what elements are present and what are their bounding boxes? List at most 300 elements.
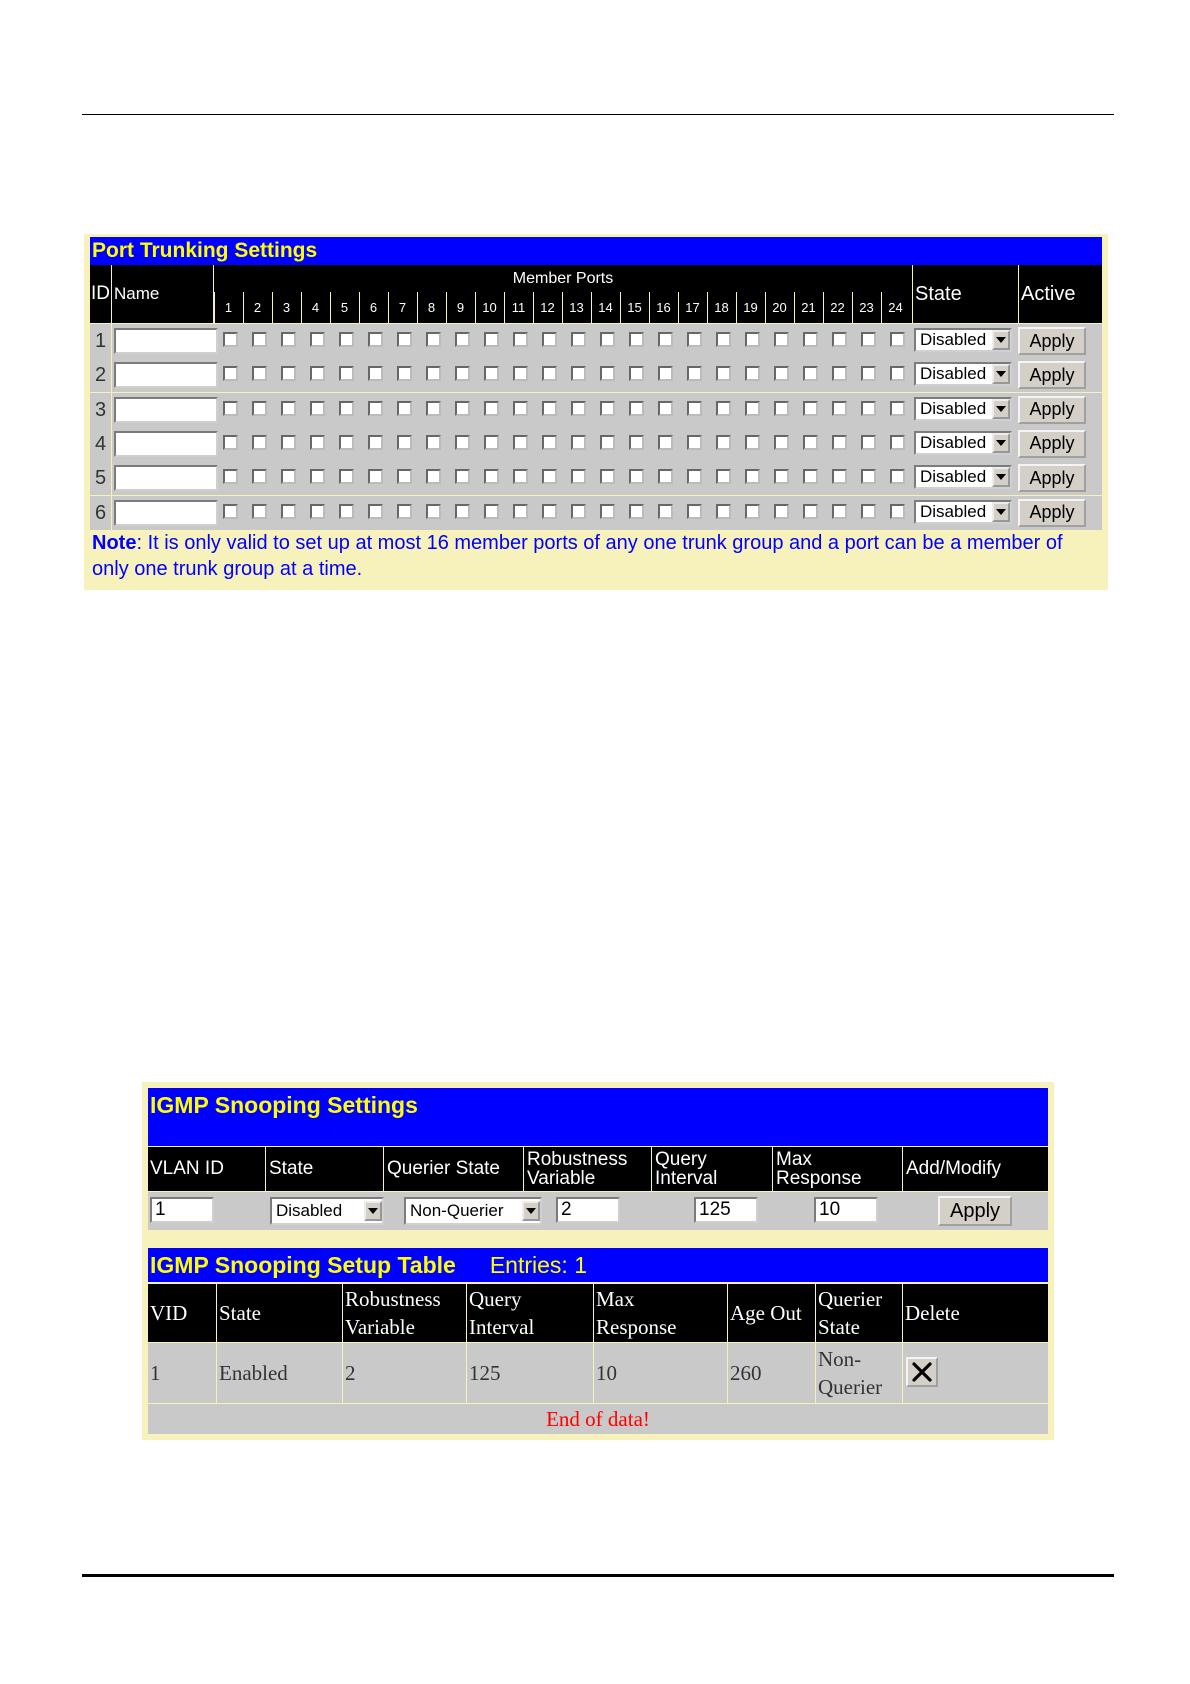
member-port-checkbox[interactable] bbox=[745, 435, 760, 450]
trunk-row bbox=[90, 358, 1102, 392]
member-port-checkbox[interactable] bbox=[774, 401, 789, 416]
member-port-checkbox[interactable] bbox=[310, 401, 325, 416]
table-header-query-line2: Interval bbox=[469, 1315, 535, 1339]
trunk-row-body bbox=[112, 358, 1102, 392]
port-number-header: 7 bbox=[388, 292, 416, 323]
note-text: : It is only valid to set up at most 16 member ports of any one trunk group and a port can be a member of only one trunk group at a time. bbox=[92, 532, 1063, 580]
member-port-checkbox[interactable] bbox=[600, 332, 615, 347]
trunk-row-body bbox=[112, 393, 1102, 427]
member-port-checkbox[interactable] bbox=[861, 469, 876, 484]
member-port-checkbox[interactable] bbox=[513, 366, 528, 381]
cell-vid-text: 1 bbox=[150, 1361, 161, 1385]
member-port-checkbox[interactable] bbox=[600, 401, 615, 416]
port-number-header: 23 bbox=[852, 292, 880, 323]
member-port-checkbox[interactable] bbox=[716, 332, 731, 347]
member-port-checkbox[interactable] bbox=[658, 366, 673, 381]
port-number-header: 12 bbox=[533, 292, 561, 323]
header-querier-state-text: Querier State bbox=[387, 1158, 500, 1179]
trunk-row-id: 6 bbox=[90, 496, 111, 530]
igmp-panel bbox=[142, 1082, 1054, 1440]
member-port-checkbox[interactable] bbox=[513, 401, 528, 416]
member-port-checkbox[interactable] bbox=[252, 332, 267, 347]
member-port-checkbox[interactable] bbox=[629, 332, 644, 347]
igmp-table-title-text: IGMP Snooping Setup Table bbox=[150, 1252, 456, 1278]
trunk-row-id: 2 bbox=[90, 358, 111, 392]
member-port-checkbox[interactable] bbox=[629, 435, 644, 450]
member-port-checkbox[interactable] bbox=[484, 366, 499, 381]
member-port-checkbox[interactable] bbox=[281, 504, 296, 519]
header-max-line1: Max bbox=[776, 1149, 812, 1170]
chevron-down-icon bbox=[992, 502, 1010, 522]
member-port-checkbox[interactable] bbox=[513, 435, 528, 450]
trunk-name-input[interactable] bbox=[114, 500, 218, 526]
member-port-checkbox[interactable] bbox=[774, 469, 789, 484]
member-port-checkbox[interactable] bbox=[571, 504, 586, 519]
member-port-checkbox[interactable] bbox=[223, 469, 238, 484]
member-port-checkbox[interactable] bbox=[803, 401, 818, 416]
cell-max-response-text: 10 bbox=[596, 1361, 617, 1385]
member-port-checkbox[interactable] bbox=[397, 435, 412, 450]
port-number-header: 2 bbox=[243, 292, 271, 323]
member-port-checkbox[interactable] bbox=[571, 401, 586, 416]
member-port-checkbox[interactable] bbox=[310, 504, 325, 519]
trunk-state-select[interactable] bbox=[914, 328, 1012, 352]
member-port-checkbox[interactable] bbox=[426, 469, 441, 484]
table-header-query-interval bbox=[467, 1284, 593, 1342]
trunk-row bbox=[90, 461, 1102, 495]
member-port-checkbox[interactable] bbox=[890, 332, 905, 347]
member-port-checkbox[interactable] bbox=[455, 469, 470, 484]
member-port-checkbox[interactable] bbox=[658, 332, 673, 347]
note-label: Note bbox=[92, 532, 137, 554]
trunk-name-input[interactable] bbox=[114, 328, 218, 354]
cell-age-out bbox=[728, 1343, 815, 1403]
header-vlan-id-text: VLAN ID bbox=[150, 1158, 224, 1179]
cell-querier-line2: Querier bbox=[818, 1375, 883, 1399]
member-port-checkbox[interactable] bbox=[716, 366, 731, 381]
member-port-checkbox[interactable] bbox=[223, 332, 238, 347]
port-number-header: 1 bbox=[214, 292, 242, 323]
igmp-apply-button[interactable]: Apply bbox=[938, 1196, 1012, 1226]
member-port-checkbox[interactable] bbox=[281, 366, 296, 381]
member-port-checkbox[interactable] bbox=[629, 469, 644, 484]
bottom-rule bbox=[82, 1574, 1114, 1577]
member-port-checkbox[interactable] bbox=[397, 469, 412, 484]
member-port-checkbox[interactable] bbox=[716, 504, 731, 519]
table-header-querier-line2: State bbox=[818, 1315, 860, 1339]
member-port-checkbox[interactable] bbox=[687, 435, 702, 450]
port-number-header: 3 bbox=[272, 292, 300, 323]
header-state: State bbox=[913, 265, 1018, 323]
table-header-vid bbox=[148, 1284, 216, 1342]
member-port-checkbox[interactable] bbox=[281, 401, 296, 416]
trunk-row-body bbox=[112, 427, 1102, 461]
member-port-checkbox[interactable] bbox=[368, 504, 383, 519]
table-header-robustness bbox=[343, 1284, 466, 1342]
member-port-checkbox[interactable] bbox=[455, 435, 470, 450]
member-port-checkbox[interactable] bbox=[513, 504, 528, 519]
trunk-row bbox=[90, 324, 1102, 358]
port-number-header: 15 bbox=[620, 292, 648, 323]
member-port-checkbox[interactable] bbox=[426, 366, 441, 381]
query-interval-input[interactable]: 125 bbox=[694, 1197, 758, 1223]
member-port-checkbox[interactable] bbox=[687, 401, 702, 416]
trunk-state-select[interactable] bbox=[914, 397, 1012, 421]
igmp-table-title bbox=[148, 1248, 1048, 1282]
header-member-ports bbox=[214, 265, 912, 323]
table-header-querier-line1: Querier bbox=[818, 1287, 883, 1311]
member-port-checkbox[interactable] bbox=[339, 504, 354, 519]
trunk-name-input[interactable] bbox=[114, 465, 218, 491]
member-port-checkbox[interactable] bbox=[368, 435, 383, 450]
member-port-checkbox[interactable] bbox=[629, 366, 644, 381]
member-port-checkbox[interactable] bbox=[861, 332, 876, 347]
port-number-header: 14 bbox=[591, 292, 619, 323]
member-port-checkbox[interactable] bbox=[745, 401, 760, 416]
trunk-state-value: Disabled bbox=[920, 330, 987, 349]
member-port-checkbox[interactable] bbox=[861, 435, 876, 450]
trunk-row-body bbox=[112, 461, 1102, 495]
trunk-state-value: Disabled bbox=[920, 501, 987, 521]
header-query-interval bbox=[652, 1147, 772, 1191]
member-port-checkbox[interactable] bbox=[890, 401, 905, 416]
table-header-query-line1: Query bbox=[469, 1287, 522, 1311]
trunk-row bbox=[90, 496, 1102, 530]
trunk-state-value: Disabled bbox=[920, 398, 987, 418]
member-port-checkbox[interactable] bbox=[774, 366, 789, 381]
port-number-header: 20 bbox=[765, 292, 793, 323]
member-port-checkbox[interactable] bbox=[339, 469, 354, 484]
member-port-checkbox[interactable] bbox=[716, 401, 731, 416]
member-port-checkbox[interactable] bbox=[252, 469, 267, 484]
member-port-checkbox[interactable] bbox=[252, 401, 267, 416]
member-port-checkbox[interactable] bbox=[890, 435, 905, 450]
port-number-header: 5 bbox=[330, 292, 358, 323]
member-port-checkbox[interactable] bbox=[803, 332, 818, 347]
member-port-checkbox[interactable] bbox=[426, 435, 441, 450]
header-max-response bbox=[773, 1147, 902, 1191]
member-port-checkbox[interactable] bbox=[803, 366, 818, 381]
member-port-checkbox[interactable] bbox=[368, 401, 383, 416]
member-port-checkbox[interactable] bbox=[745, 504, 760, 519]
member-port-checkbox[interactable] bbox=[484, 332, 499, 347]
cell-state bbox=[217, 1343, 342, 1403]
member-port-checkbox[interactable] bbox=[600, 366, 615, 381]
header-vlan-id bbox=[148, 1147, 265, 1191]
cell-querier-line1: Non- bbox=[818, 1347, 862, 1371]
table-header-delete-text: Delete bbox=[905, 1301, 960, 1325]
member-port-checkbox[interactable] bbox=[223, 435, 238, 450]
member-port-checkbox[interactable] bbox=[658, 435, 673, 450]
trunk-state-select[interactable] bbox=[914, 465, 1012, 489]
chevron-down-icon bbox=[992, 399, 1010, 419]
port-number-header: 9 bbox=[446, 292, 474, 323]
member-port-checkbox[interactable] bbox=[484, 504, 499, 519]
cell-state-text: Enabled bbox=[219, 1361, 288, 1385]
member-port-checkbox[interactable] bbox=[832, 366, 847, 381]
member-port-checkbox[interactable] bbox=[832, 469, 847, 484]
member-port-checkbox[interactable] bbox=[774, 504, 789, 519]
port-trunking-panel bbox=[84, 234, 1108, 590]
trunk-state-select[interactable] bbox=[914, 362, 1012, 386]
member-port-checkbox[interactable] bbox=[687, 332, 702, 347]
chevron-down-icon bbox=[992, 467, 1010, 487]
member-port-checkbox[interactable] bbox=[397, 366, 412, 381]
cell-delete bbox=[903, 1343, 1048, 1403]
table-header-age-out-text: Age Out bbox=[730, 1301, 802, 1325]
member-port-checkbox[interactable] bbox=[484, 435, 499, 450]
header-query-line1: Query bbox=[655, 1149, 707, 1170]
member-port-checkbox[interactable] bbox=[542, 469, 557, 484]
chevron-down-icon bbox=[992, 364, 1010, 384]
cell-query-interval bbox=[467, 1343, 593, 1403]
member-port-checkbox[interactable] bbox=[745, 366, 760, 381]
trunk-apply-button[interactable]: Apply bbox=[1018, 327, 1086, 355]
port-number-header: 13 bbox=[562, 292, 590, 323]
trunk-apply-button[interactable]: Apply bbox=[1018, 464, 1086, 492]
member-port-checkbox[interactable] bbox=[571, 332, 586, 347]
table-header-age-out bbox=[728, 1284, 815, 1342]
cell-querier-state bbox=[816, 1343, 902, 1403]
port-number-header: 24 bbox=[881, 292, 909, 323]
trunk-apply-button[interactable]: Apply bbox=[1018, 361, 1086, 389]
table-header-max-line1: Max bbox=[596, 1287, 635, 1311]
port-number-header: 4 bbox=[301, 292, 329, 323]
chevron-down-icon bbox=[992, 330, 1010, 350]
member-port-checkbox[interactable] bbox=[310, 332, 325, 347]
member-port-checkbox[interactable] bbox=[281, 469, 296, 484]
member-port-checkbox[interactable] bbox=[252, 435, 267, 450]
table-header-max-line2: Response bbox=[596, 1315, 677, 1339]
trunk-name-input[interactable] bbox=[114, 362, 218, 388]
cell-age-out-text: 260 bbox=[730, 1361, 762, 1385]
trunk-apply-button[interactable]: Apply bbox=[1018, 499, 1086, 527]
member-port-checkbox[interactable] bbox=[890, 504, 905, 519]
trunk-row-id: 4 bbox=[90, 427, 111, 461]
member-port-checkbox[interactable] bbox=[513, 469, 528, 484]
member-port-checkbox[interactable] bbox=[455, 504, 470, 519]
igmp-settings-row bbox=[148, 1192, 1048, 1230]
port-number-header: 6 bbox=[359, 292, 387, 323]
cell-robustness bbox=[343, 1343, 466, 1403]
port-number-header: 8 bbox=[417, 292, 445, 323]
end-of-data: End of data! bbox=[148, 1404, 1048, 1434]
header-add-modify-text: Add/Modify bbox=[906, 1158, 1002, 1179]
igmp-state-select[interactable] bbox=[270, 1197, 384, 1225]
table-header-robustness-line2: Variable bbox=[345, 1315, 415, 1339]
member-port-checkbox[interactable] bbox=[426, 332, 441, 347]
table-header-robustness-line1: Robustness bbox=[345, 1287, 441, 1311]
member-port-checkbox[interactable] bbox=[600, 504, 615, 519]
member-port-checkbox[interactable] bbox=[223, 504, 238, 519]
member-port-checkbox[interactable] bbox=[774, 332, 789, 347]
member-port-checkbox[interactable] bbox=[803, 504, 818, 519]
trunk-row bbox=[90, 393, 1102, 427]
trunk-state-value: Disabled bbox=[920, 364, 987, 384]
close-icon bbox=[911, 1361, 933, 1383]
member-port-checkbox[interactable] bbox=[890, 469, 905, 484]
querier-state-value: Non-Querier bbox=[410, 1201, 504, 1220]
member-port-checkbox[interactable] bbox=[368, 332, 383, 347]
member-port-checkbox[interactable] bbox=[339, 401, 354, 416]
member-port-checkbox[interactable] bbox=[803, 469, 818, 484]
chevron-down-icon bbox=[364, 1201, 382, 1221]
trunk-state-select[interactable] bbox=[914, 500, 1012, 524]
member-port-checkbox[interactable] bbox=[281, 435, 296, 450]
member-port-checkbox[interactable] bbox=[600, 469, 615, 484]
member-port-checkbox[interactable] bbox=[368, 366, 383, 381]
port-trunking-header bbox=[90, 265, 1102, 323]
member-port-checkbox[interactable] bbox=[832, 401, 847, 416]
igmp-state-value: Disabled bbox=[276, 1201, 343, 1220]
member-port-checkbox[interactable] bbox=[774, 435, 789, 450]
member-port-checkbox[interactable] bbox=[455, 332, 470, 347]
member-port-checkbox[interactable] bbox=[455, 401, 470, 416]
header-add-modify bbox=[903, 1147, 1048, 1191]
table-header-max-response bbox=[594, 1284, 727, 1342]
table-header-delete bbox=[903, 1284, 1048, 1342]
member-port-checkbox[interactable] bbox=[542, 435, 557, 450]
header-state bbox=[266, 1147, 383, 1191]
header-robustness-line1: Robustness bbox=[527, 1149, 628, 1170]
trunk-row-body bbox=[112, 496, 1102, 530]
max-response-input[interactable]: 10 bbox=[814, 1197, 878, 1223]
member-port-checkbox[interactable] bbox=[861, 504, 876, 519]
header-name: Name bbox=[112, 265, 213, 323]
member-port-checkbox[interactable] bbox=[861, 366, 876, 381]
member-port-checkbox[interactable] bbox=[832, 332, 847, 347]
member-port-checkbox[interactable] bbox=[687, 504, 702, 519]
member-port-checkbox[interactable] bbox=[629, 401, 644, 416]
table-header-querier-state bbox=[816, 1284, 902, 1342]
member-port-checkbox[interactable] bbox=[745, 332, 760, 347]
trunk-state-value: Disabled bbox=[920, 432, 987, 452]
member-port-checkbox[interactable] bbox=[629, 504, 644, 519]
member-port-checkbox[interactable] bbox=[890, 366, 905, 381]
member-port-checkbox[interactable] bbox=[397, 401, 412, 416]
port-trunking-title: Port Trunking Settings bbox=[90, 237, 1102, 265]
member-port-checkbox[interactable] bbox=[803, 435, 818, 450]
member-port-checkbox[interactable] bbox=[542, 332, 557, 347]
member-port-checkbox[interactable] bbox=[542, 401, 557, 416]
member-port-checkbox[interactable] bbox=[658, 504, 673, 519]
header-active: Active bbox=[1019, 265, 1102, 323]
delete-button[interactable] bbox=[906, 1357, 938, 1387]
member-port-checkbox[interactable] bbox=[339, 435, 354, 450]
member-port-checkbox[interactable] bbox=[310, 469, 325, 484]
member-port-checkbox[interactable] bbox=[426, 504, 441, 519]
top-rule bbox=[82, 114, 1114, 115]
port-number-header: 19 bbox=[736, 292, 764, 323]
chevron-down-icon bbox=[522, 1201, 540, 1221]
trunk-row-id: 5 bbox=[90, 461, 111, 495]
member-port-checkbox[interactable] bbox=[571, 366, 586, 381]
member-port-checkbox[interactable] bbox=[745, 469, 760, 484]
trunk-row bbox=[90, 427, 1102, 461]
header-id: ID bbox=[90, 265, 111, 323]
member-port-checkbox[interactable] bbox=[832, 504, 847, 519]
port-number-header: 18 bbox=[707, 292, 735, 323]
trunk-note bbox=[92, 530, 1102, 582]
member-port-checkbox[interactable] bbox=[716, 435, 731, 450]
member-port-checkbox[interactable] bbox=[658, 469, 673, 484]
member-port-checkbox[interactable] bbox=[397, 504, 412, 519]
member-port-checkbox[interactable] bbox=[455, 366, 470, 381]
member-port-checkbox[interactable] bbox=[716, 469, 731, 484]
member-port-checkbox[interactable] bbox=[339, 332, 354, 347]
member-port-checkbox[interactable] bbox=[571, 469, 586, 484]
trunk-apply-button[interactable]: Apply bbox=[1018, 430, 1086, 458]
robustness-input[interactable]: 2 bbox=[556, 1197, 620, 1223]
table-header-state-text: State bbox=[219, 1301, 261, 1325]
member-port-checkbox[interactable] bbox=[310, 435, 325, 450]
member-port-checkbox[interactable] bbox=[542, 366, 557, 381]
table-header-state bbox=[217, 1284, 342, 1342]
header-robustness-line2: Variable bbox=[527, 1168, 596, 1189]
chevron-down-icon bbox=[992, 433, 1010, 453]
trunk-name-input[interactable] bbox=[114, 397, 218, 423]
header-robustness bbox=[524, 1147, 651, 1191]
member-ports-label: Member Ports bbox=[512, 270, 614, 287]
member-port-checkbox[interactable] bbox=[339, 366, 354, 381]
table-header-vid-text: VID bbox=[150, 1301, 188, 1325]
member-port-checkbox[interactable] bbox=[484, 469, 499, 484]
port-number-header: 16 bbox=[649, 292, 677, 323]
port-number-header: 22 bbox=[823, 292, 851, 323]
header-querier-state bbox=[384, 1147, 523, 1191]
port-number-header: 21 bbox=[794, 292, 822, 323]
trunk-apply-button[interactable]: Apply bbox=[1018, 396, 1086, 424]
member-port-checkbox[interactable] bbox=[397, 332, 412, 347]
member-port-checkbox[interactable] bbox=[426, 401, 441, 416]
cell-vid bbox=[148, 1343, 216, 1403]
querier-state-select[interactable] bbox=[404, 1197, 542, 1225]
member-port-checkbox[interactable] bbox=[861, 401, 876, 416]
member-port-checkbox[interactable] bbox=[484, 401, 499, 416]
member-port-checkbox[interactable] bbox=[687, 366, 702, 381]
member-port-checkbox[interactable] bbox=[832, 435, 847, 450]
member-port-checkbox[interactable] bbox=[368, 469, 383, 484]
trunk-name-input[interactable] bbox=[114, 431, 218, 457]
member-port-checkbox[interactable] bbox=[600, 435, 615, 450]
member-port-checkbox[interactable] bbox=[223, 401, 238, 416]
vlan-id-input[interactable]: 1 bbox=[150, 1197, 214, 1223]
port-number-header: 17 bbox=[678, 292, 706, 323]
header-max-line2: Response bbox=[776, 1168, 862, 1189]
member-port-checkbox[interactable] bbox=[513, 332, 528, 347]
member-port-checkbox[interactable] bbox=[223, 366, 238, 381]
trunk-row-body bbox=[112, 324, 1102, 358]
member-port-checkbox[interactable] bbox=[252, 366, 267, 381]
member-port-checkbox[interactable] bbox=[252, 504, 267, 519]
member-port-checkbox[interactable] bbox=[687, 469, 702, 484]
member-port-checkbox[interactable] bbox=[542, 504, 557, 519]
cell-robustness-text: 2 bbox=[345, 1361, 356, 1385]
member-port-checkbox[interactable] bbox=[571, 435, 586, 450]
port-number-header: 11 bbox=[504, 292, 532, 323]
trunk-state-select[interactable] bbox=[914, 431, 1012, 455]
member-port-checkbox[interactable] bbox=[658, 401, 673, 416]
port-number-header: 10 bbox=[475, 292, 503, 323]
header-state-text: State bbox=[269, 1158, 314, 1179]
entries-count: Entries: 1 bbox=[489, 1252, 587, 1278]
member-port-checkbox[interactable] bbox=[281, 332, 296, 347]
trunk-state-value: Disabled bbox=[920, 467, 987, 487]
header-query-line2: Interval bbox=[655, 1168, 718, 1189]
member-port-checkbox[interactable] bbox=[310, 366, 325, 381]
trunk-row-id: 3 bbox=[90, 393, 111, 427]
cell-max-response bbox=[594, 1343, 727, 1403]
